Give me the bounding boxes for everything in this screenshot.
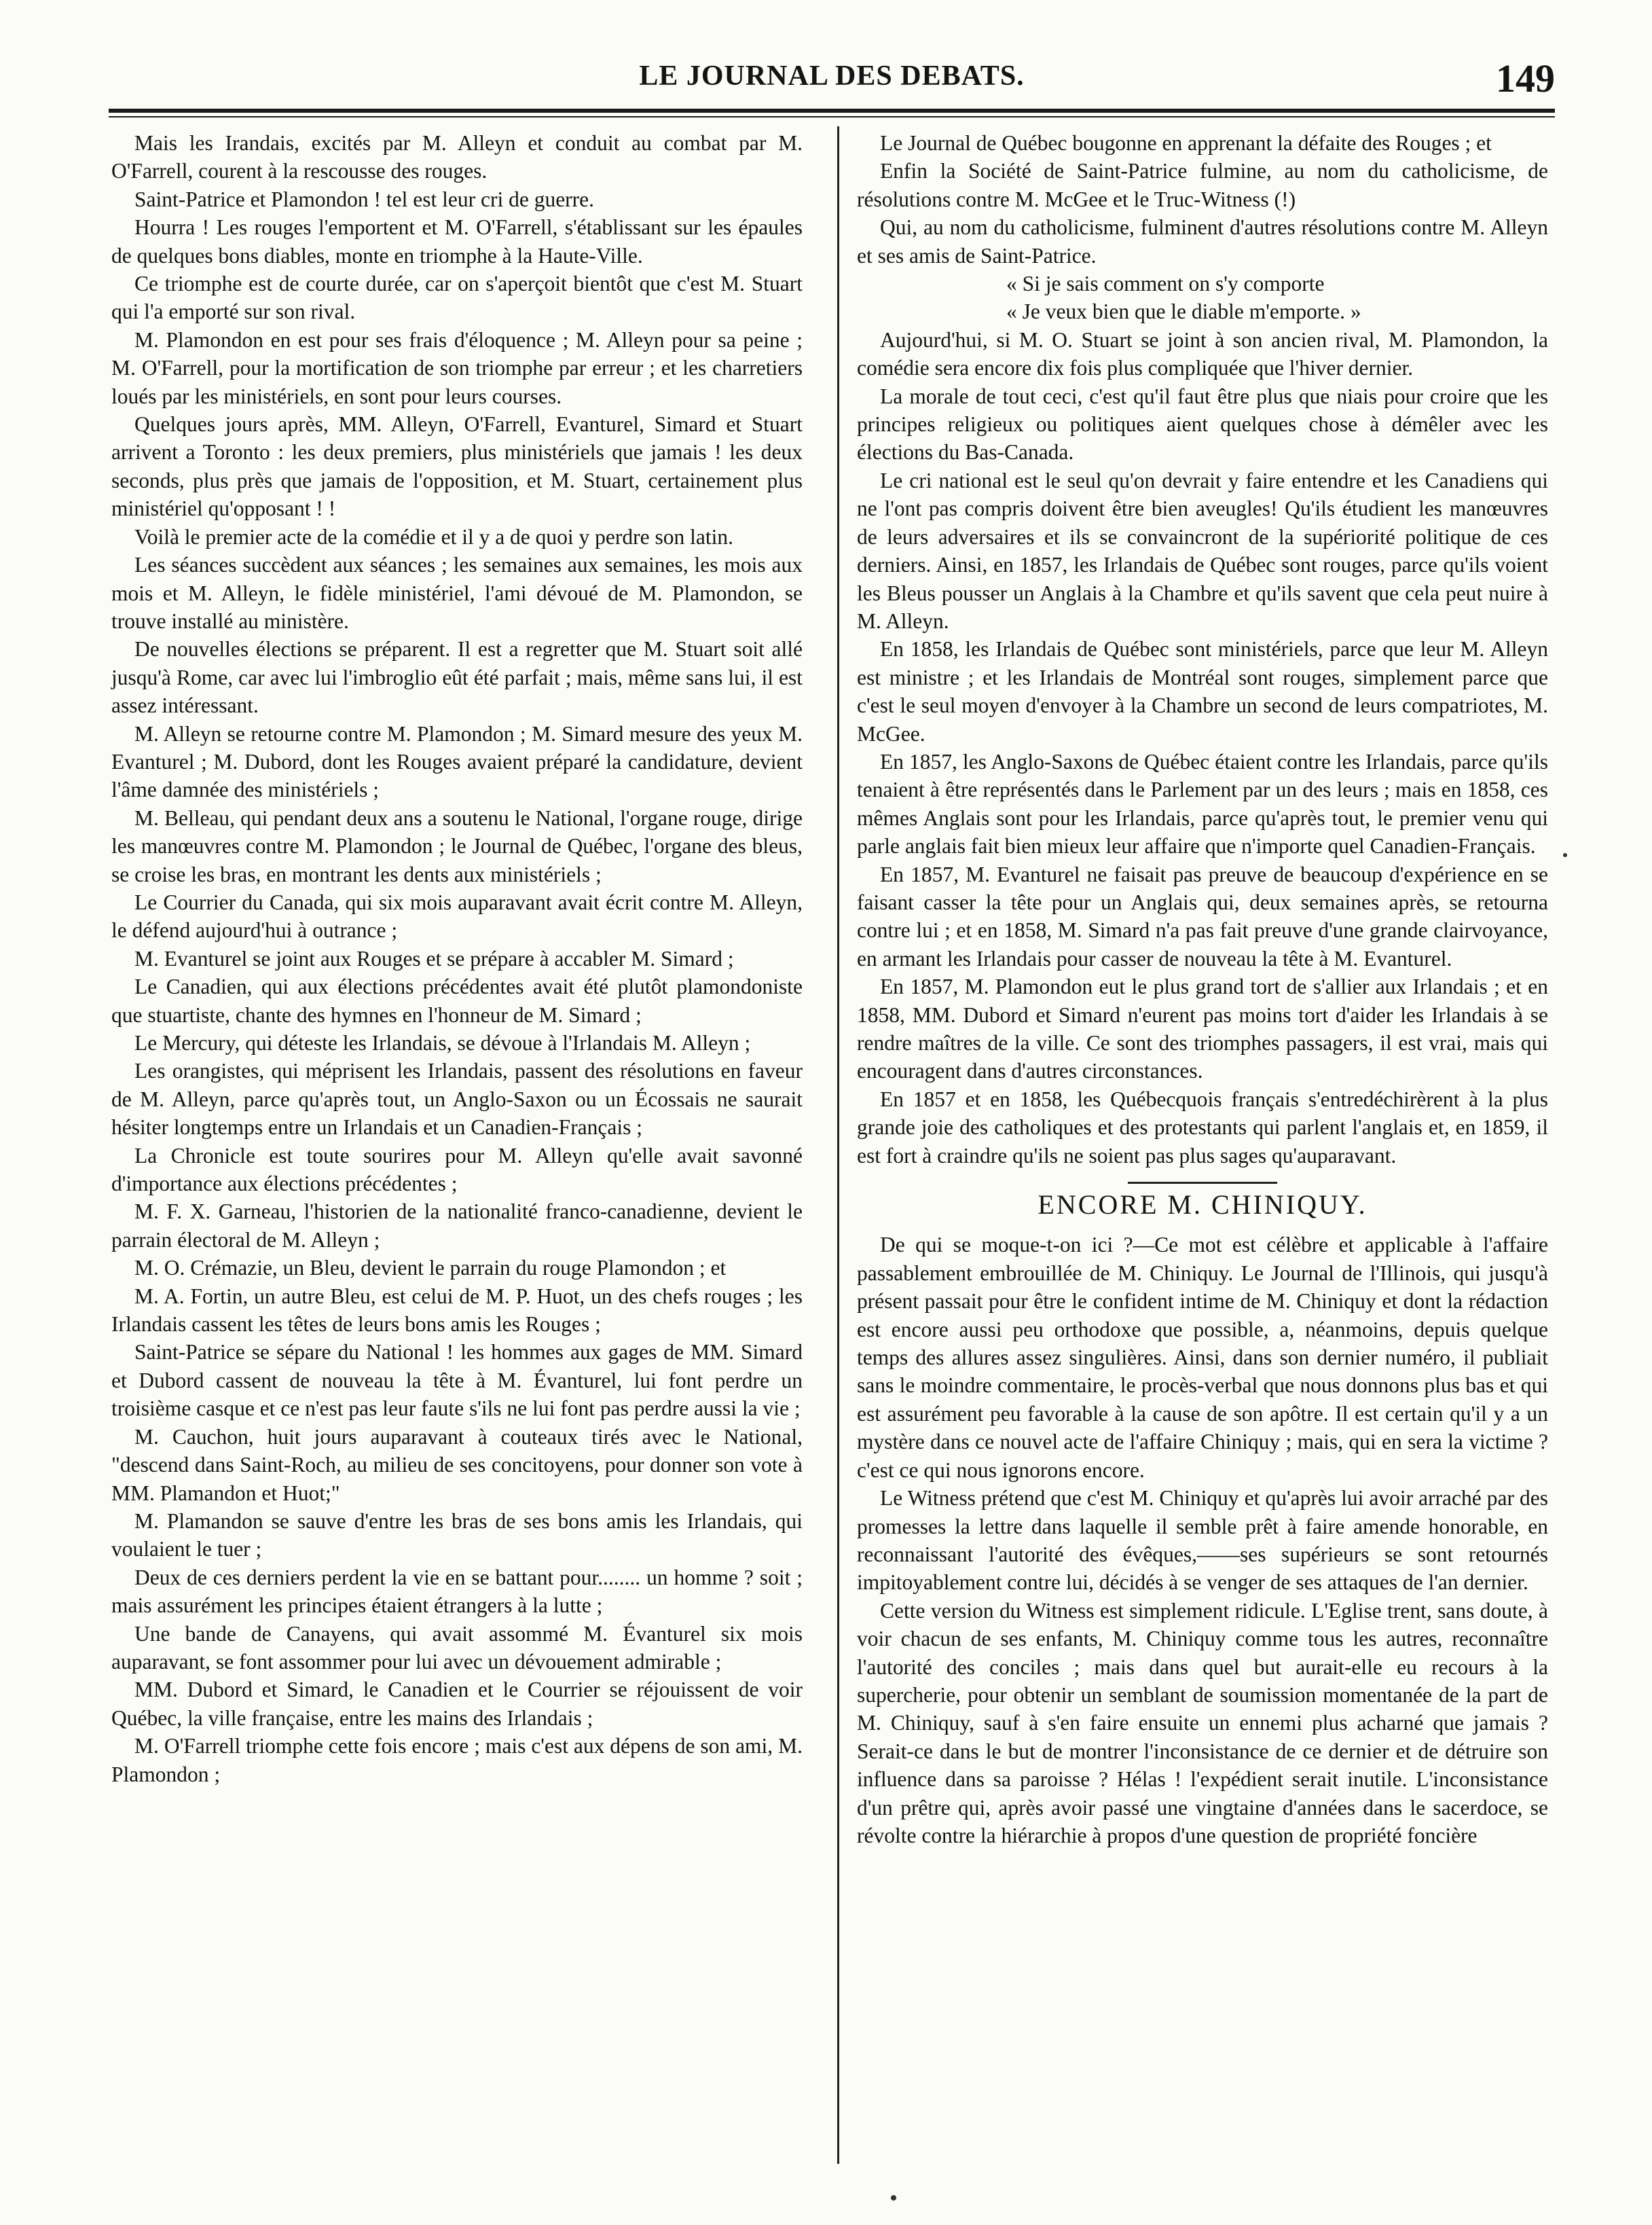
paragraph: Deux de ces derniers perdent la vie en se battant pour........ un homme ? soit ; mais assurément les principes étaient étrangers à la lutte ;: [111, 1565, 803, 1618]
paragraph: Les séances succèdent aux séances ; les semaines aux semaines, les mois aux mois et M. Alleyn, le fidèle ministériel, l'ami dévoué de M. Plamondon, se trouve installé au ministère.: [111, 553, 803, 633]
paragraph: M. Belleau, qui pendant deux ans a soutenu le National, l'organe rouge, dirige les manœuvres contre M. Plamondon ; le Journal de Québec, l'organe des bleus, se croise les bras, en montrant les dents aux ministériels ;: [111, 806, 803, 886]
paragraph: La Chronicle est toute sourires pour M. Alleyn qu'elle avait savonné d'importance aux élections précédentes ;: [111, 1143, 803, 1196]
paragraph: Une bande de Canayens, qui avait assommé M. Évanturel six mois auparavant, se font assommer pour lui avec un dévouement admirable ;: [111, 1621, 803, 1674]
paragraph: Le Courrier du Canada, qui six mois auparavant avait écrit contre M. Alleyn, le défend aujourd'hui à outrance ;: [111, 890, 803, 943]
section-heading: ENCORE M. CHINIQUY.: [1038, 1189, 1368, 1220]
paragraph: Qui, au nom du catholicisme, fulminent d'autres résolutions contre M. Alleyn et ses amis de Saint-Patrice.: [857, 215, 1548, 268]
paragraph: En 1858, les Irlandais de Québec sont ministériels, parce que leur M. Alleyn est ministre ; et les Irlandais de Montréal sont rouges, simplement parce que c'est le seul moyen d'envoyer à la Chambre un second de leurs compatriotes, M. McGee.: [857, 637, 1548, 746]
paragraph: M. F. X. Garneau, l'historien de la nationalité franco-canadienne, devient le parrain électoral de M. Alleyn ;: [111, 1199, 803, 1252]
paragraph: En 1857, M. Plamondon eut le plus grand tort de s'allier aux Irlandais ; et en 1858, MM. Dubord et Simard n'eurent pas moins tort d'aider les Irlandais à se rendre maîtres de la ville. Ce sont des triomphes passagers, il est vrai, mais qui encouragent dans d'autres circonstances.: [857, 975, 1548, 1083]
paragraph: Voilà le premier acte de la comédie et il y a de quoi y perdre son latin.: [134, 524, 733, 549]
margin-dot: [1563, 853, 1567, 857]
paragraph: Enfin la Société de Saint-Patrice fulmine, au nom du catholicisme, de résolutions contre M. McGee et le Truc-Witness (!): [857, 159, 1548, 211]
paragraph: En 1857, les Anglo-Saxons de Québec étaient contre les Irlandais, parce qu'ils tenaient à être représentés dans le Parlement par un des leurs ; mais en 1858, ces mêmes Anglais sont pour les Irlandais, parce qu'après tout, le premier venu qui parle anglais fait bien mieux leur affaire que n'importe quel Canadien-Français.: [857, 749, 1548, 858]
paragraph: Quelques jours après, MM. Alleyn, O'Farrell, Evanturel, Simard et Stuart arrivent a Toronto : les deux premiers, plus ministériels que jamais ! les deux seconds, plus près que jamais de l'opposition, et M. Stuart, certainement plus ministériel qu'opposant ! !: [111, 412, 803, 521]
page-header: [109, 56, 1555, 103]
paragraph: Le Witness prétend que c'est M. Chiniquy et qu'après lui avoir arraché par des promesses la lettre dans laquelle il semble prêt à faire amende honorable, en reconnaissant l'autorité des évêques,——ses supérieurs se sont retournés impitoyablement contre lui, décidés à se venger de ses attaques de l'an dernier.: [857, 1486, 1548, 1595]
right-column: [857, 129, 1548, 1849]
paragraph: De nouvelles élections se préparent. Il est a regretter que M. Stuart soit allé jusqu'à Rome, car avec lui l'imbroglio eût été parfait ; mais, même sans lui, il est assez intéressant.: [111, 637, 803, 718]
paragraph: La morale de tout ceci, c'est qu'il faut être plus que niais pour croire que les principes religieux ou politiques aient quelques chose à démêler avec les élections du Bas-Canada.: [857, 384, 1548, 465]
paragraph: Les orangistes, qui méprisent les Irlandais, passent des résolutions en faveur de M. Alleyn, parce qu'après tout, un Anglo-Saxon ou un Écossais ne saurait hésiter longtemps entre un Irlandais et un Canadien-Français ;: [111, 1059, 803, 1140]
paragraph: Le Canadien, qui aux élections précédentes avait été plutôt plamondoniste que stuartiste, chante des hymnes en l'honneur de M. Simard ;: [111, 975, 803, 1027]
paragraph: M. Evanturel se joint aux Rouges et se prépare à accabler M. Simard ;: [134, 946, 734, 971]
paragraph: En 1857, M. Evanturel ne faisait pas preuve de beaucoup d'expérience en se faisant casser la tête pour un Anglais qui, deux semaines après, se retourna contre lui ; et en 1858, M. Simard n'a pas fait preuve d'une grande clairvoyance, en armant les Irlandais pour casser de nouveau la tête à M. Evanturel.: [857, 862, 1548, 971]
paragraph: Le cri national est le seul qu'on devrait y faire entendre et les Canadiens qui ne l'ont pas compris doivent être bien aveugles! Qu'ils étudient les manœuvres de leurs adversaires et ils se convaincront de la supériorité politique de ces derniers. Ainsi, en 1857, les Irlandais de Québec sont rouges, parce qu'ils voient les Bleus pousser un Anglais à la Chambre et qu'ils savent que cela peut nuire à M. Alleyn.: [857, 468, 1548, 633]
page-number: 149: [1496, 56, 1555, 101]
verse-line: « Si je sais comment on s'y comporte: [1006, 272, 1325, 296]
paragraph: Mais les Irandais, excités par M. Alleyn et conduit au combat par M. O'Farrell, courent à la rescousse des rouges.: [111, 131, 803, 183]
left-column: [111, 129, 803, 1788]
paragraph: M. Alleyn se retourne contre M. Plamondon ; M. Simard mesure des yeux M. Evanturel ; M. Dubord, dont les Rouges avaient préparé la candidature, devient l'âme damnée des ministériels ;: [111, 721, 803, 802]
paragraph: M. Plamandon se sauve d'entre les bras de ses bons amis les Irlandais, qui voulaient le tuer ;: [111, 1508, 803, 1561]
paragraph: Le Journal de Québec bougonne en apprenant la défaite des Rouges ; et: [880, 131, 1492, 155]
paragraph: Ce triomphe est de courte durée, car on s'aperçoit bientôt que c'est M. Stuart qui l'a emporté sur son rival.: [111, 272, 803, 324]
paragraph: Cette version du Witness est simplement ridicule. L'Eglise trent, sans doute, à voir chacun de ses enfants, M. Chiniquy comme tous les autres, reconnaître l'autorité des conciles ; mais dans quel but aurait-elle eu recours à la supercherie, pour obtenir un semblant de soumission momentanée de la part de M. Chiniquy, sauf à s'en faire ensuite un ennemi plus acharné que jamais ? Serait-ce dans le but de montrer l'inconsistance de ce dernier et de détruire son influence dans sa paroisse ? Hélas ! l'expédient serait inutile. L'inconsistance d'un prêtre qui, après avoir passé une vingtaine d'années dans le sacerdoce, se révolte contre la hiérarchie à propos d'une question de propriété foncière: [857, 1598, 1548, 1847]
header-rule-thin: [109, 116, 1555, 117]
paragraph: Hourra ! Les rouges l'emportent et M. O'Farrell, s'établissant sur les épaules de quelques bons diables, monte en triomphe à la Haute-Ville.: [111, 215, 803, 268]
column-divider: [837, 126, 839, 2164]
header-rule-thick: [109, 109, 1555, 113]
footer-dot: [891, 2195, 896, 2201]
paragraph: M. A. Fortin, un autre Bleu, est celui de M. P. Huot, un des chefs rouges ; les Irlandais cassent les têtes de leurs bons amis les Rouges ;: [111, 1284, 803, 1337]
paragraph: Le Mercury, qui déteste les Irlandais, se dévoue à l'Irlandais M. Alleyn ;: [134, 1031, 751, 1055]
running-title: LE JOURNAL DES DEBATS.: [639, 60, 1025, 92]
paragraph: M. O'Farrell triomphe cette fois encore ; mais c'est aux dépens de son ami, M. Plamondon ;: [111, 1734, 803, 1786]
paragraph: MM. Dubord et Simard, le Canadien et le Courrier se réjouissent de voir Québec, la ville française, entre les mains des Irlandais ;: [111, 1678, 803, 1730]
paragraph: En 1857 et en 1858, les Québecquois français s'entredéchirèrent à la plus grande joie des catholiques et des protestants qui parlent l'anglais et, en 1859, il est fort à craindre qu'ils ne soient pas plus sages qu'auparavant.: [857, 1087, 1548, 1168]
paragraph: M. O. Crémazie, un Bleu, devient le parrain du rouge Plamondon ; et: [134, 1256, 727, 1280]
paragraph: De qui se moque-t-on ici ?—Ce mot est célèbre et applicable à l'affaire passablement embrouillée de M. Chiniquy. Le Journal de l'Illinois, qui jusqu'à présent passait pour être le confident intime de M. Chiniquy et dont la rédaction est encore aussi peu orthodoxe que possible, a, néanmoins, depuis quelque temps des allures assez singulières. Ainsi, dans son dernier numéro, il publiait sans le moindre commentaire, le procès-verbal que nous donnons plus bas et qui est assurément peu favorable à la cause de son apôtre. Il est certain qu'il y a un mystère dans ce nouvel acte de l'affaire Chiniquy ; mais, qui en sera la victime ? c'est ce qui nous ignorons encore.: [857, 1233, 1548, 1482]
section-rule: [1128, 1182, 1277, 1184]
paragraph: Aujourd'hui, si M. O. Stuart se joint à son ancien rival, M. Plamondon, la comédie sera encore dix fois plus compliquée que l'hiver dernier.: [857, 327, 1548, 380]
paragraph: M. Plamondon en est pour ses frais d'éloquence ; M. Alleyn pour sa peine ; M. O'Farrell, pour la mortification de son triomphe par erreur ; et les charretiers loués par les ministériels, en sont pour leurs courses.: [111, 327, 803, 408]
paragraph: Saint-Patrice se sépare du National ! les hommes aux gages de MM. Simard et Dubord cassent de nouveau la tête à M. Évanturel, lui font perdre un troisième casque et ce n'est pas leur faute s'ils ne lui font pas perdre aussi la vie ;: [111, 1340, 803, 1421]
paragraph: M. Cauchon, huit jours auparavant à couteaux tirés avec le National, "descend dans Saint-Roch, au milieu de ses concitoyens, pour donner son vote à MM. Plamandon et Huot;": [111, 1424, 803, 1505]
verse-line: « Je veux bien que le diable m'emporte. »: [1006, 300, 1361, 324]
paragraph: Saint-Patrice et Plamondon ! tel est leur cri de guerre.: [134, 187, 595, 211]
